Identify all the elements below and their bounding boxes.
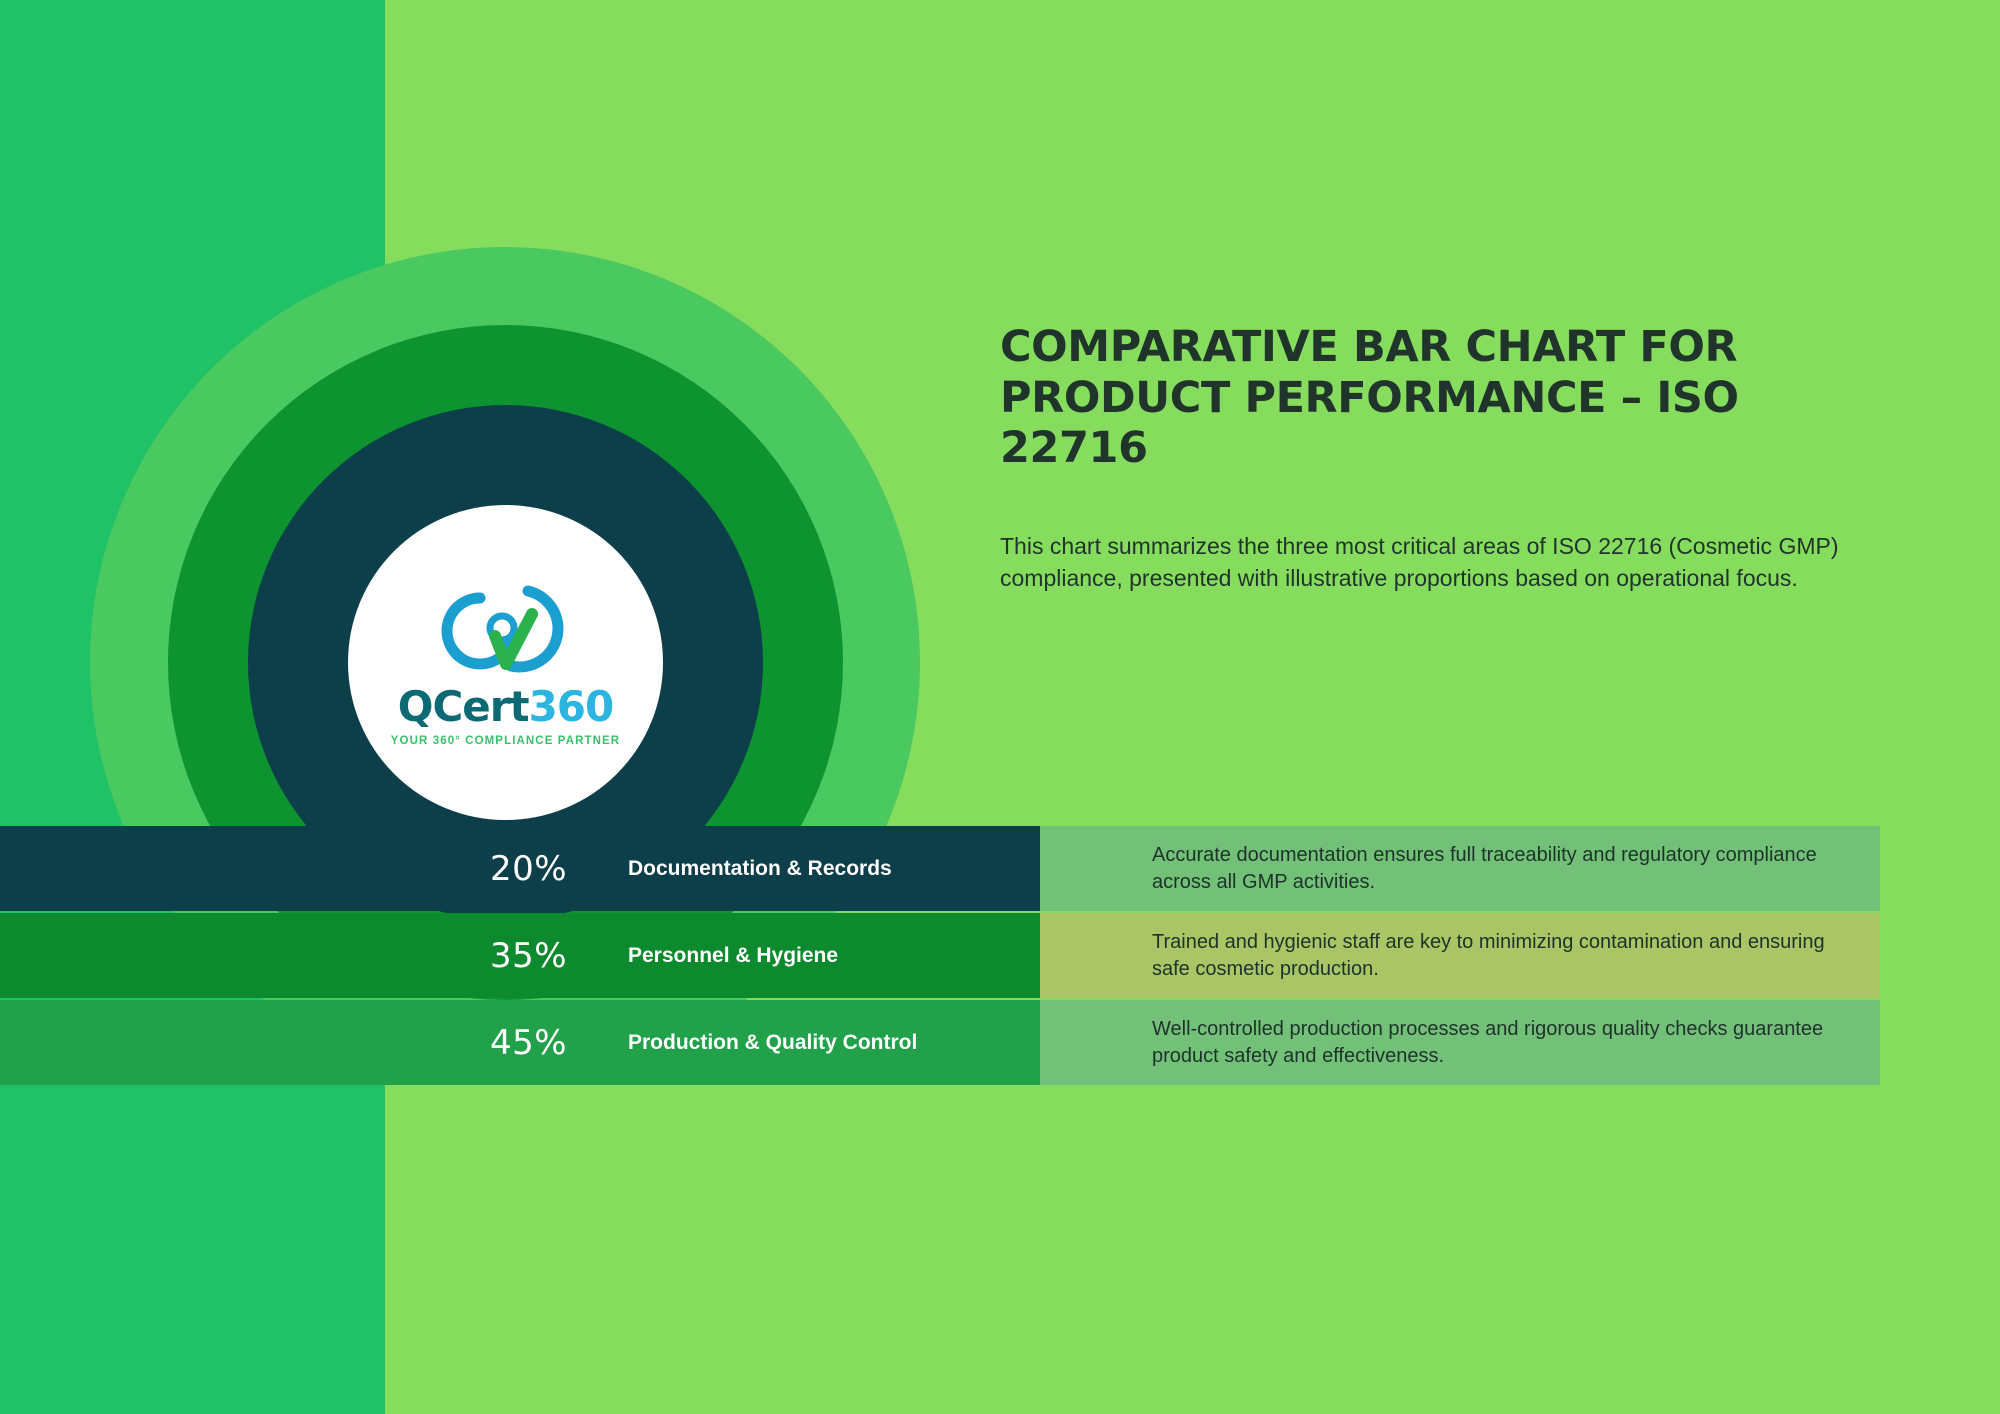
logo-tagline: YOUR 360° COMPLIANCE PARTNER: [390, 735, 621, 747]
bar-category-label: Personnel & Hygiene: [628, 943, 839, 967]
bar-personnel: [0, 913, 1040, 998]
brand-logo: [348, 505, 663, 820]
bar-value-label: 35%: [490, 935, 568, 976]
logo-suffix: 360: [528, 682, 614, 731]
bar-documentation: [0, 826, 1040, 911]
bar-annotation: Well-controlled production processes and rigorous quality checks guarantee product safety and effectiveness.: [1040, 1000, 1880, 1085]
logo-name: QCert: [397, 682, 529, 731]
chart-row: [0, 913, 2000, 998]
qcert-logo-icon: [440, 578, 572, 684]
page-subtitle: This chart summarizes the three most critical areas of ISO 22716 (Cosmetic GMP) compliance, presented with illustrative proportions based on operational focus.: [1000, 533, 1839, 591]
bar-category-label: Production & Quality Control: [628, 1030, 918, 1054]
bar-value-label: 20%: [490, 848, 568, 889]
bar-production: [0, 1000, 1040, 1085]
bar-chart: [0, 826, 2000, 1087]
logo-wordmark: [397, 682, 614, 731]
bar-annotation: Accurate documentation ensures full traceability and regulatory compliance across all GMP activities.: [1040, 826, 1880, 911]
page-title: COMPARATIVE BAR CHART FOR PRODUCT PERFORMANCE – ISO 22716: [1000, 322, 1739, 474]
chart-row: [0, 1000, 2000, 1085]
bar-value-label: 45%: [490, 1022, 568, 1063]
bar-category-label: Documentation & Records: [628, 856, 892, 880]
chart-row: [0, 826, 2000, 911]
bar-annotation: Trained and hygienic staff are key to minimizing contamination and ensuring safe cosmetic production.: [1040, 913, 1880, 998]
